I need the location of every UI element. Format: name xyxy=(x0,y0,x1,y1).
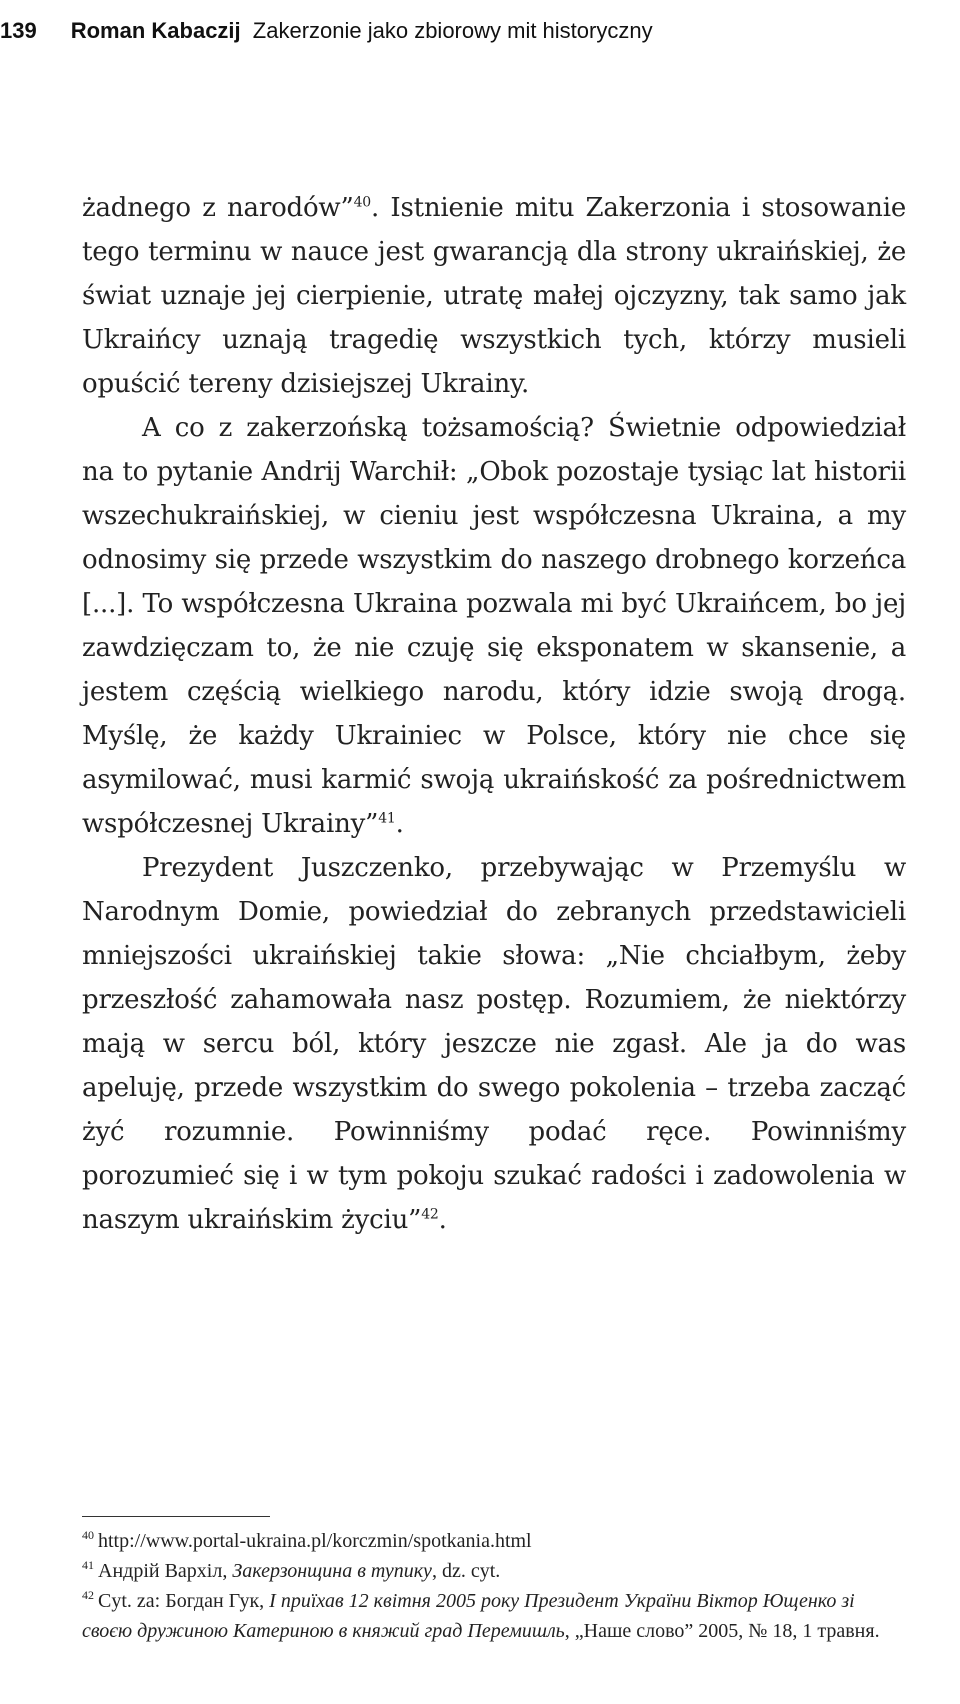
footnote-divider xyxy=(82,1516,270,1517)
footnote-41 xyxy=(82,1556,906,1586)
footnote-ref-41[interactable]: 41 xyxy=(378,810,396,827)
footnote-41-end: , dz. cyt. xyxy=(431,1560,501,1582)
page-number: 139 xyxy=(0,18,37,43)
footnote-40-number: 40 xyxy=(82,1528,94,1543)
main-text xyxy=(82,186,906,1242)
footnote-ref-42[interactable]: 42 xyxy=(421,1206,439,1223)
footnote-41-author: Андрій Вархіл, xyxy=(98,1560,233,1582)
footnotes xyxy=(82,1526,906,1646)
paragraph-1 xyxy=(82,186,906,406)
paragraph-2-text: A co z zakerzońską tożsamością? Świetnie odpowiedział na to pytanie Andrij Warchił: „Obok pozostaje tysiąc lat historii wszechukraińskiej, w cieniu jest współczesna Ukraina, a my odnosimy się przede wszystkim do naszego drobnego korzeńca [...]. To współczesna Ukraina pozwala mi być Ukraińcem, bo jej zawdzięczam to, że nie czuję się eksponatem w skansenie, a jestem częścią wielkiego narodu, który idzie swoją drogą. Myślę, że każdy Ukrainiec w Polsce, który nie chce się asymilować, musi karmić swoją ukraińskość za pośrednictwem współczesnej Ukrainy” xyxy=(82,413,906,839)
paragraph-1-text: żadnego z narodów” xyxy=(82,193,354,223)
footnote-40-link[interactable]: http://www.portal-ukraina.pl/korczmin/spotkania.html xyxy=(98,1530,532,1552)
footnote-40 xyxy=(82,1526,906,1556)
paragraph-2 xyxy=(82,406,906,846)
paragraph-3-end: . xyxy=(438,1205,447,1235)
paragraph-3-text: Prezydent Juszczenko, przebywając w Przemyślu w Narodnym Domie, powiedział do zebranych przedstawicieli mniejszości ukraińskiej takie słowa: „Nie chciałbym, żeby przeszłość zahamowała nasz postęp. Rozumiem, że niektórzy mają w sercu ból, który jeszcze nie zgasł. Ale ja do was apeluję, przede wszystkim do swego pokolenia – trzeba zacząć żyć rozumnie. Powinniśmy podać ręce. Powinniśmy porozumieć się i w tym pokoju szukać radości i zadowolenia w naszym ukraińskim życiu” xyxy=(82,853,906,1235)
header-author: Roman Kabaczij xyxy=(70,18,241,43)
paragraph-1-rest: . Istnienie mitu Zakerzonia i stosowanie tego terminu w nauce jest gwarancją dla strony ukraińskiej, że świat uznaje jej cierpienie, utratę małej ojczyzny, tak samo jak Ukraińcy uznają tragedię wszystkich tych, którzy musieli opuścić tereny dzisiejszej Ukrainy. xyxy=(82,193,907,399)
footnote-41-number: 41 xyxy=(82,1558,94,1573)
footnote-42-prefix: Cyt. za: Богдан Гук, xyxy=(98,1590,270,1612)
paragraph-3 xyxy=(82,846,906,1242)
footnote-41-title: Закерзонщина в тупику xyxy=(232,1560,432,1582)
paragraph-2-end: . xyxy=(395,809,404,839)
header-title: Zakerzonie jako zbiorowy mit historyczny xyxy=(252,18,653,43)
running-header xyxy=(0,18,920,44)
footnote-42-number: 42 xyxy=(82,1588,94,1603)
footnote-ref-40[interactable]: 40 xyxy=(353,194,372,211)
footnote-42 xyxy=(82,1586,906,1646)
footnote-42-end: , „Наше слово” 2005, № 18, 1 травня. xyxy=(564,1620,880,1642)
footnote-42-title: І приїхав 12 квітня 2005 року Президент України Віктор Ющенко зі своєю дружиною Катериною в княжий град Перемишль xyxy=(82,1590,855,1642)
